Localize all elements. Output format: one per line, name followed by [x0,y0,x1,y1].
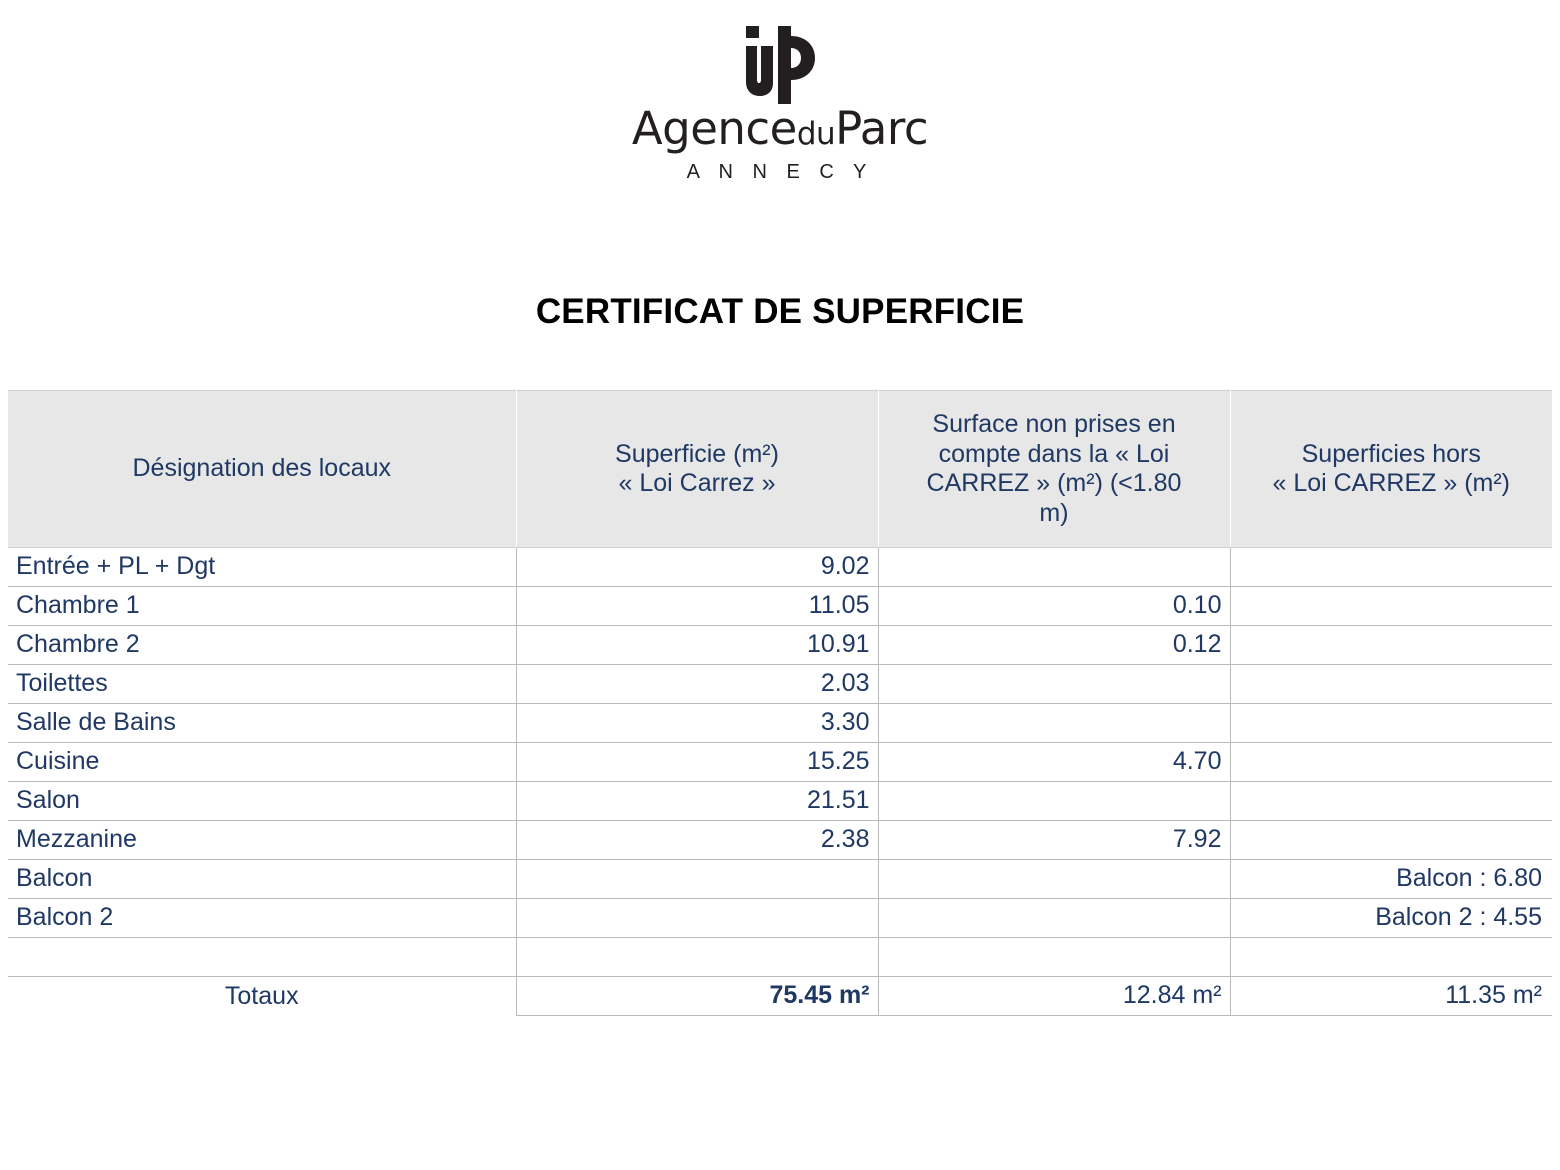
cell-carrez [516,938,878,977]
table-row [8,743,1552,782]
cell-hors-carrez [1230,587,1552,626]
table-row [8,587,1552,626]
cell-carrez: 11.05 [516,587,878,626]
table-header-row [8,391,1552,548]
header-line: « Loi Carrez » [618,469,776,497]
cell-designation: Salon [8,782,516,821]
cell-carrez [516,860,878,899]
cell-designation: Chambre 2 [8,626,516,665]
cell-carrez: 2.38 [516,821,878,860]
cell-non-carrez [878,938,1230,977]
cell-non-carrez: 7.92 [878,821,1230,860]
cell-non-carrez [878,548,1230,587]
table-row [8,899,1552,938]
totals-hors-carrez: 11.35 m² [1230,977,1552,1016]
cell-hors-carrez [1230,548,1552,587]
table-row [8,548,1552,587]
column-header-surface-non-prise [878,391,1230,548]
cell-non-carrez [878,860,1230,899]
table-row [8,626,1552,665]
cell-designation: Toilettes [8,665,516,704]
cell-non-carrez: 0.12 [878,626,1230,665]
cell-designation: Entrée + PL + Dgt [8,548,516,587]
header-line: m) [1039,498,1069,527]
header-line: « Loi CARREZ » (m²) [1272,469,1511,497]
header-line: Superficie (m²) [615,439,779,468]
column-header-superficie-carrez [516,391,878,548]
cell-non-carrez: 0.10 [878,587,1230,626]
cell-designation [8,938,516,977]
cell-designation: Balcon [8,860,516,899]
cell-non-carrez [878,704,1230,743]
logo-word-agence: Agence [631,102,797,155]
logo-word-du: du [796,116,836,152]
logo-wordmark [0,102,1560,155]
totals-carrez: 75.45 m² [516,977,878,1016]
cell-hors-carrez: Balcon 2 : 4.55 [1230,899,1552,938]
table-row [8,665,1552,704]
cell-carrez: 2.03 [516,665,878,704]
table-row [8,821,1552,860]
cell-designation: Balcon 2 [8,899,516,938]
cell-hors-carrez [1230,782,1552,821]
cell-carrez: 15.25 [516,743,878,782]
cell-carrez: 10.91 [516,626,878,665]
table-body [8,548,1552,1016]
totals-label: Totaux [8,977,516,1016]
page-title: CERTIFICAT DE SUPERFICIE [535,292,1025,331]
table-row [8,704,1552,743]
cell-hors-carrez [1230,626,1552,665]
cell-hors-carrez: Balcon : 6.80 [1230,860,1552,899]
header-line: Superficies hors [1301,439,1481,468]
totals-non-carrez: 12.84 m² [878,977,1230,1016]
agency-logo [0,0,1560,184]
surface-table [8,390,1552,1016]
cell-carrez [516,899,878,938]
logo-word-parc: Parc [835,102,929,155]
cell-non-carrez [878,782,1230,821]
table-totals-row [8,977,1552,1016]
table-row [8,860,1552,899]
cell-non-carrez [878,899,1230,938]
cell-non-carrez: 4.70 [878,743,1230,782]
cell-designation: Chambre 1 [8,587,516,626]
cell-carrez: 21.51 [516,782,878,821]
column-header-designation [8,391,516,548]
cell-hors-carrez [1230,821,1552,860]
table-row [8,782,1552,821]
surface-table-wrapper [0,390,1560,1016]
header-line: CARREZ » (m²) (<1.80 [926,469,1182,497]
cell-non-carrez [878,665,1230,704]
ap-monogram-icon [720,18,840,104]
header-line: Désignation des locaux [132,454,391,483]
column-header-superficies-hors [1230,391,1552,548]
cell-carrez: 3.30 [516,704,878,743]
cell-designation: Mezzanine [8,821,516,860]
cell-hors-carrez [1230,704,1552,743]
cell-hors-carrez [1230,665,1552,704]
header-line: Surface non prises en [932,410,1176,438]
logo-subtitle: A N N E C Y [686,161,874,183]
header-line: compte dans la « Loi [938,439,1170,468]
cell-designation: Cuisine [8,743,516,782]
cell-carrez: 9.02 [516,548,878,587]
cell-designation: Salle de Bains [8,704,516,743]
cell-hors-carrez [1230,938,1552,977]
cell-hors-carrez [1230,743,1552,782]
table-row [8,938,1552,977]
